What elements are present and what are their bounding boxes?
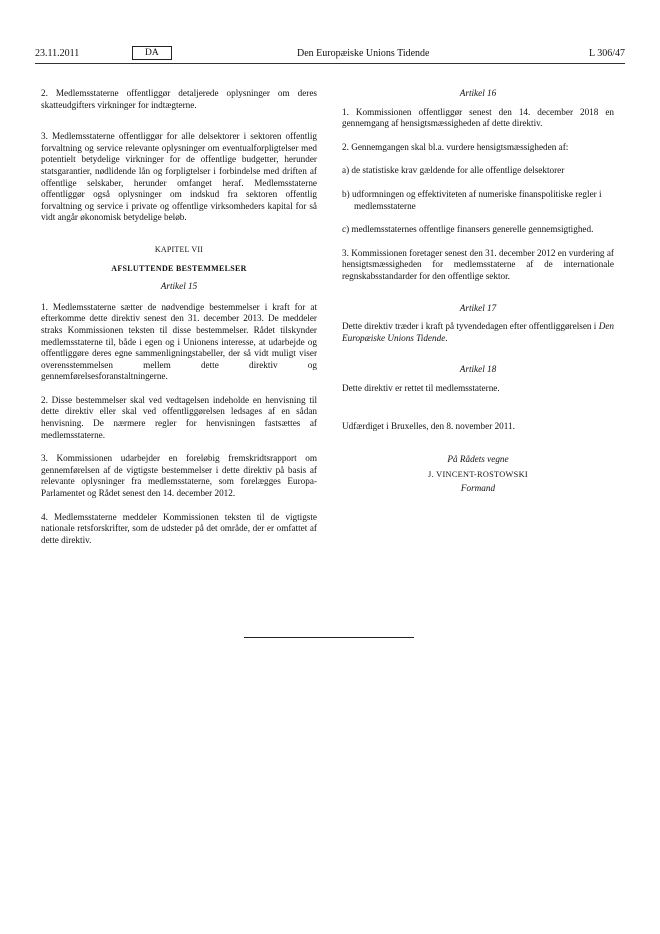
chapter-title: AFSLUTTENDE BESTEMMELSER: [111, 263, 247, 273]
chapter-label: KAPITEL VII: [154, 244, 204, 254]
language-badge: DA: [132, 46, 172, 60]
article-17-text-post: .: [445, 332, 448, 343]
page-number: L 306/47: [588, 48, 625, 59]
article-15-heading: Artikel 15: [160, 281, 198, 292]
article-16-item-c: c) medlemsstaternes offentlige finansers generelle gennemsigtighed.: [342, 224, 594, 235]
signature-block: [342, 454, 614, 495]
signature-council: På Rådets vegne: [447, 454, 509, 465]
article-15-paragraph-4: 4. Medlemsstaterne meddeler Kommissionen teksten til de vigtigste nationale retsforskrifter, som de udsteder på det område, der er omfattet af dette direktiv.: [41, 511, 317, 545]
article-16-item-b: b) udformningen og effektiviteten af numeriske finanspolitiske regler i medlemsstaterne: [342, 188, 602, 211]
article-16-paragraph-2: 2. Gennemgangen skal bl.a. vurdere hensigtsmæssigheden af:: [342, 141, 569, 152]
paragraph-14-2: 2. Medlemsstaterne offentliggør detaljerede oplysninger om deres skatteudgifters virkninger for indtægterne.: [41, 88, 317, 110]
header-rule: [35, 63, 625, 64]
article-17-text: [342, 321, 614, 344]
page-header: [35, 48, 625, 62]
article-17-text-pre: Dette direktiv træder i kraft på tyvendedagen efter offentliggørelsen i: [342, 321, 599, 332]
end-rule: [244, 637, 414, 638]
signature-role: Formand: [460, 483, 496, 494]
article-15-paragraph-1: 1. Medlemsstaterne sætter de nødvendige bestemmelser i kraft for at efterkomme dette direktiv senest den 31. december 2013. De meddeler straks Kommissionen teksten til disse bestemmelser. Rådet tilskynder medlemsstaterne til, både i egen og i Unionens interesse, at udarbejde og offentliggøre deres egne sammenligningstabeller, der så vidt muligt viser overensstemmelsen mellem dette direktiv og gennemførelsesforanstaltningerne.: [41, 301, 317, 382]
journal-title: Den Europæiske Unions Tidende: [297, 48, 430, 59]
paragraph-14-3: 3. Medlemsstaterne offentliggør for alle delsektorer i sektoren offentlig forvaltning og service relevante oplysninger om eventualforpligtelser med potentielt betydelige virkninger for de offentlige budgetter, herunder statsgarantier, nødlidende lån og forpligtelser i forbindelse med driften af offentlige selskaber, herunder omfanget heraf. Medlemsstaterne offentliggør også oplysninger om indskud fra sektoren offentlig forvaltning og service i private og offentlige virksomheders kapital for så vidt angår økonomisk betydelige beløb.: [41, 131, 317, 223]
header-date: 23.11.2011: [35, 48, 80, 59]
article-16-paragraph-3: 3. Kommissionen foretager senest den 31. december 2012 en vurdering af hensigtsmæssigheden for medlemsstaterne af de internationale regnskabsstandarder for den offentlige sektor.: [342, 247, 614, 281]
article-18-heading: Artikel 18: [459, 364, 497, 375]
article-16-item-a: a) de statistiske krav gældende for alle offentlige delsektorer: [342, 165, 565, 176]
article-15-paragraph-2: 2. Disse bestemmelser skal ved vedtagelsen indeholde en henvisning til dette direktiv eller skal ved offentliggørelsen ledsages af en sådan henvisning. De nærmere regler for henvisningen fastsættes af medlemsstaterne.: [41, 394, 317, 440]
journal-reference: Den Europæiske Unions Tidende: [342, 321, 614, 343]
done-at: Udfærdiget i Bruxelles, den 8. november 2011.: [342, 420, 515, 431]
left-column: [41, 88, 317, 558]
article-16-heading: Artikel 16: [459, 88, 497, 98]
article-16-paragraph-1: 1. Kommissionen offentliggør senest den 14. december 2018 en gennemgang af hensigtsmæssigheden af dette direktiv.: [342, 106, 614, 129]
signature-name: J. VINCENT-ROSTOWSKI: [428, 469, 528, 479]
article-17-heading: Artikel 17: [459, 302, 497, 313]
article-15-paragraph-3: 3. Kommissionen udarbejder en foreløbig fremskridtsrapport om gennemførelsen af de vigtigste bestemmelser i dette direktiv på basis af relevante oplysninger fra medlemsstaterne, som forelægges Europa-Parlamentet og Rådet senest den 14. december 2012.: [41, 453, 317, 499]
right-column: [342, 88, 614, 495]
article-18-text: Dette direktiv er rettet til medlemsstaterne.: [342, 382, 500, 393]
